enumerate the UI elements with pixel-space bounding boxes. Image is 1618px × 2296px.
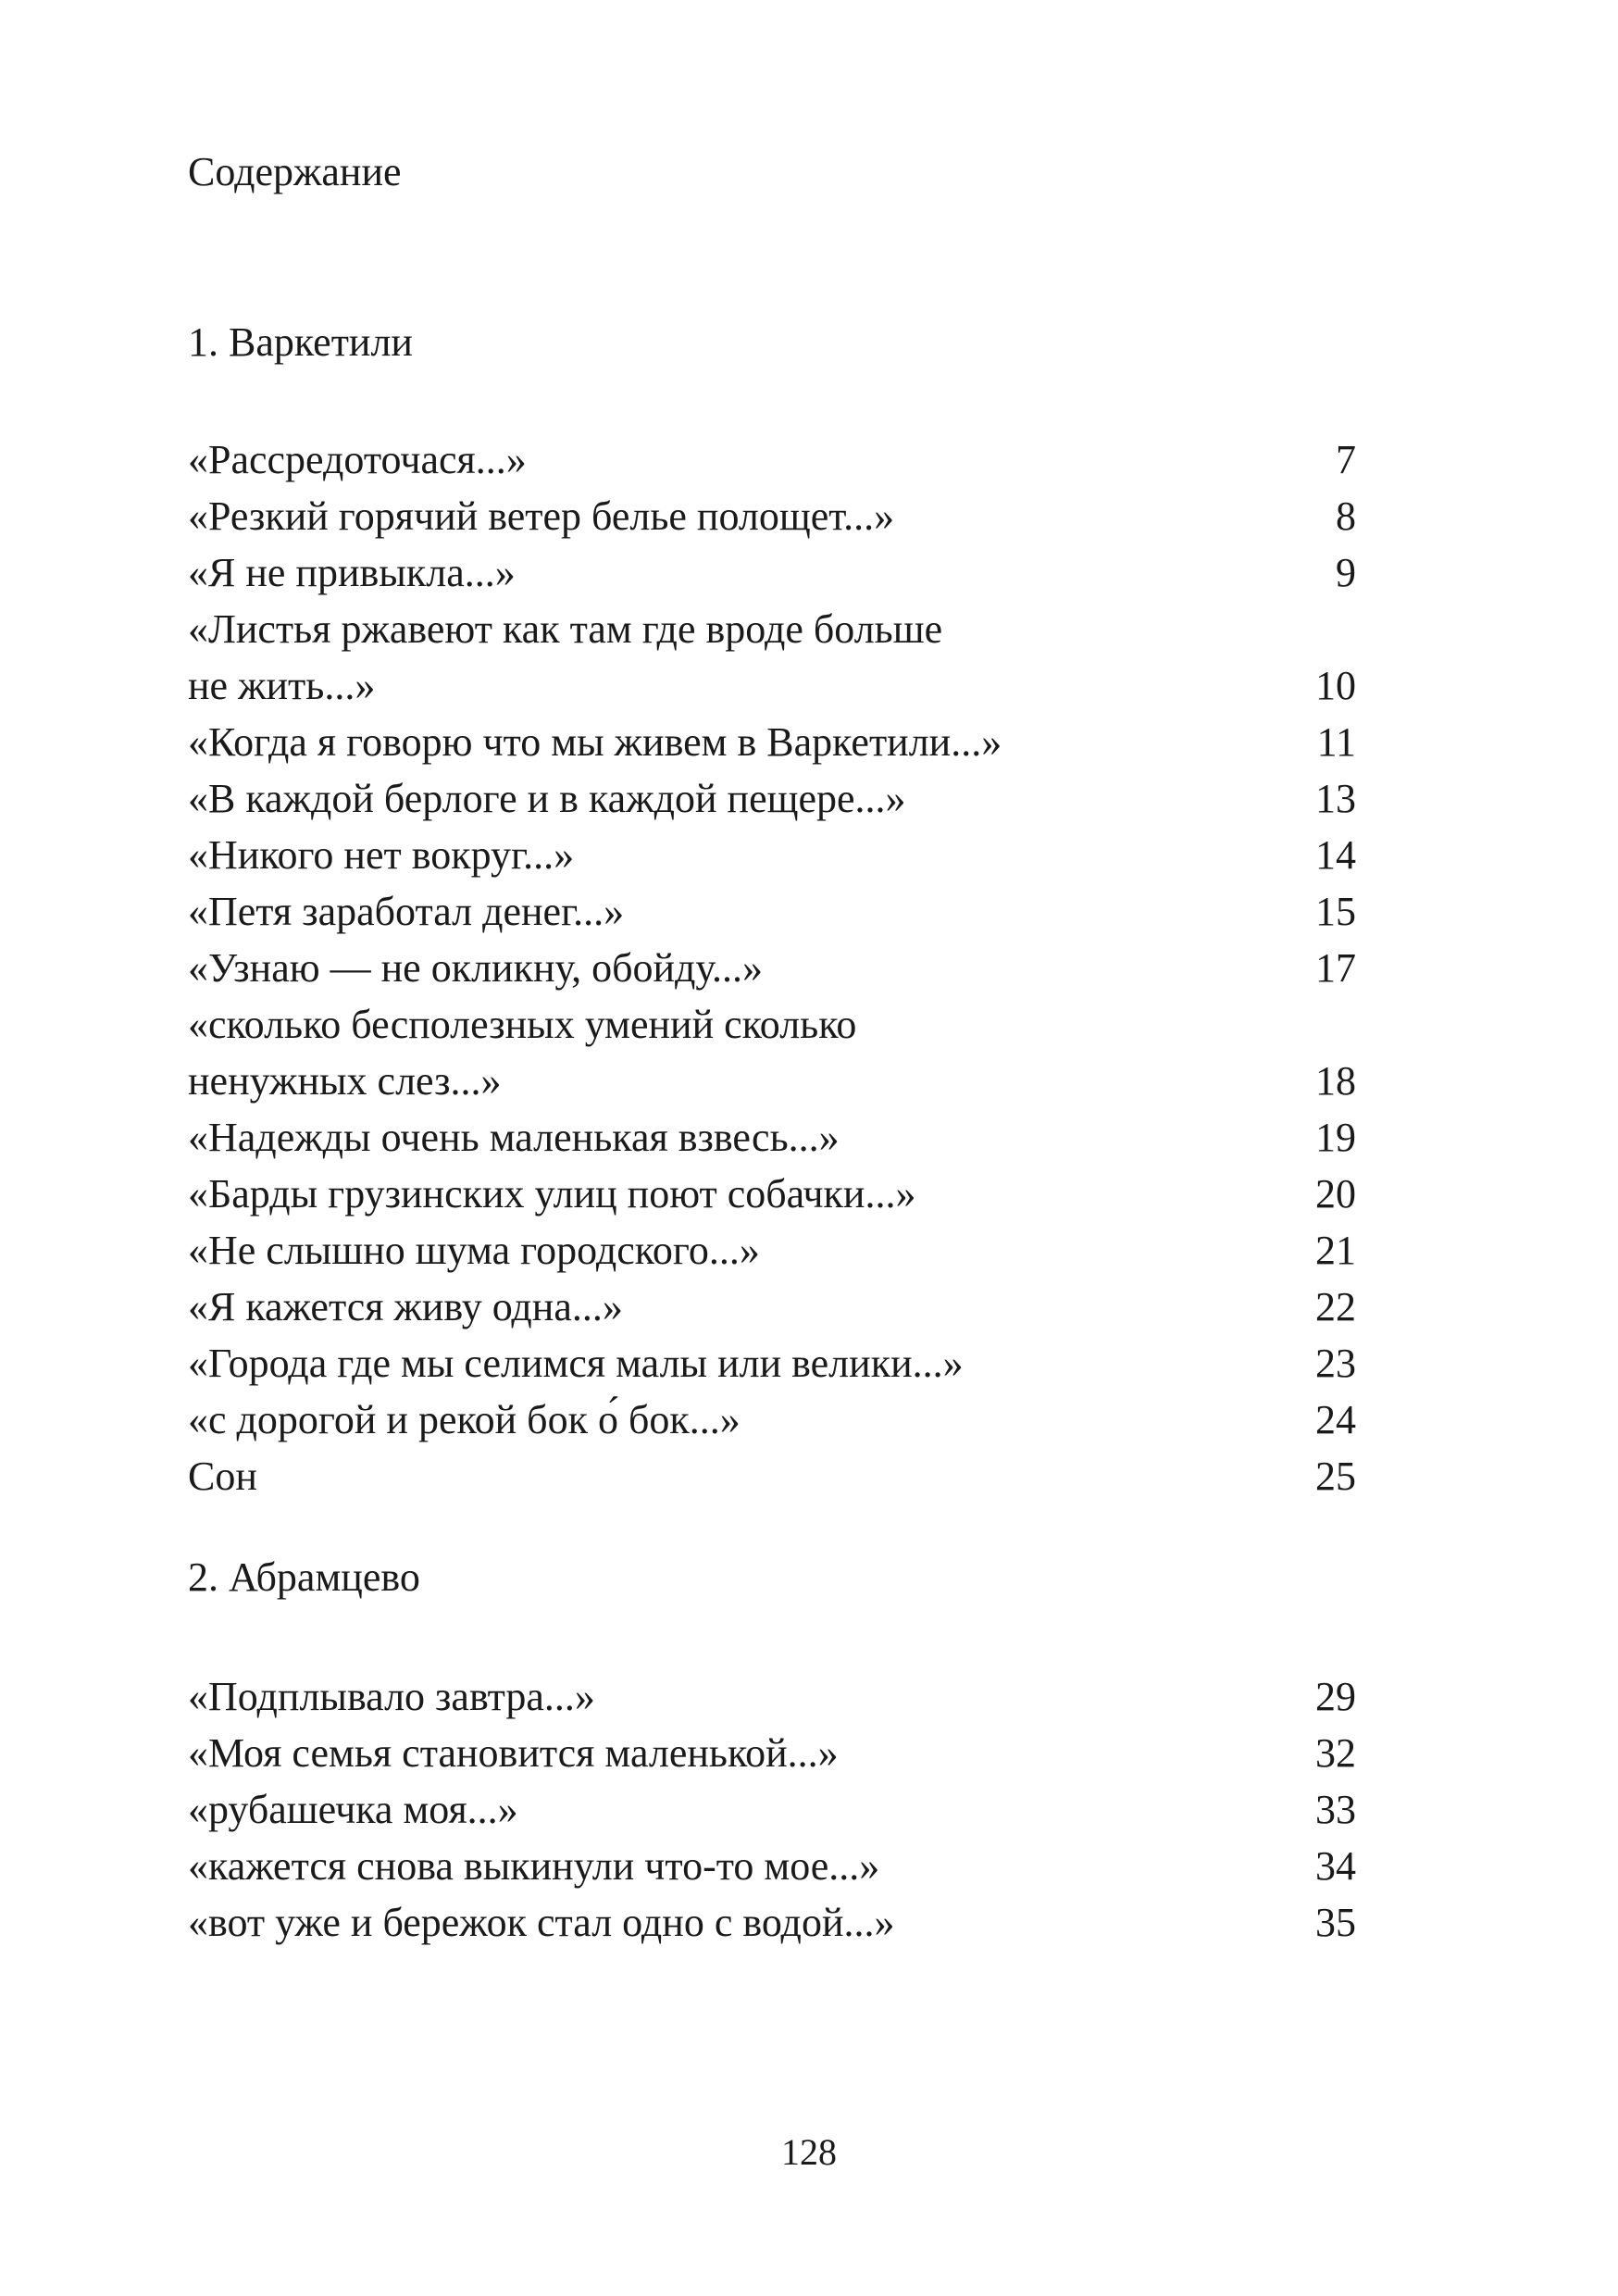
toc-entry-page: 10 — [1315, 663, 1356, 708]
toc-entry-page: 15 — [1315, 889, 1356, 934]
page-number: 128 — [781, 2131, 837, 2173]
toc-entry — [188, 431, 1356, 488]
page-title: Содержание — [188, 149, 402, 194]
toc-entry — [188, 1109, 1356, 1166]
toc-entry — [188, 714, 1356, 770]
toc-entry-page: 21 — [1315, 1228, 1356, 1273]
toc-entry — [188, 544, 1356, 601]
toc-entry — [188, 488, 1356, 544]
toc-entry-page: 35 — [1315, 1900, 1356, 1945]
toc-entry-title: не жить...» — [188, 663, 376, 708]
toc-entry-page: 22 — [1315, 1284, 1356, 1329]
toc-entry — [188, 1448, 1356, 1504]
toc-entry — [188, 601, 1356, 657]
toc-entry-title: «Никого нет вокруг...» — [188, 832, 575, 878]
toc-entry-page: 20 — [1315, 1171, 1356, 1217]
toc-entry — [188, 1725, 1356, 1781]
toc-entry-title: «Я не привыкла...» — [188, 550, 516, 595]
toc-entry — [188, 770, 1356, 827]
toc-entry-title: «Петя заработал денег...» — [188, 889, 625, 934]
toc-entry-page: 7 — [1336, 437, 1356, 482]
toc-entry-page: 19 — [1315, 1115, 1356, 1160]
toc-entry-title: «сколько бесполезных умений сколько — [188, 1002, 857, 1047]
toc-entry-title: «Подплывало завтра...» — [188, 1674, 595, 1719]
toc-entry — [188, 1781, 1356, 1838]
toc-entry-title: «Надежды очень маленькая взвесь...» — [188, 1115, 840, 1160]
toc-entry — [188, 1335, 1356, 1391]
toc-entry — [188, 1838, 1356, 1894]
toc-entry-page: 13 — [1315, 776, 1356, 821]
toc-entry — [188, 996, 1356, 1053]
toc-entry-title: «В каждой берлоге и в каждой пещере...» — [188, 776, 906, 821]
toc-entry-page: 18 — [1315, 1058, 1356, 1104]
toc-entry-title: «Моя семья становится маленькой...» — [188, 1730, 839, 1776]
toc-entry-page: 14 — [1315, 832, 1356, 878]
toc-entry-title: «Резкий горячий ветер белье полощет...» — [188, 493, 895, 539]
toc-entry-page: 24 — [1315, 1397, 1356, 1442]
toc-entry-title: «кажется снова выкинули что-то мое...» — [188, 1843, 880, 1889]
toc-entry-title: «Я кажется живу одна...» — [188, 1284, 623, 1329]
toc-list-varketili — [188, 431, 1356, 1504]
toc-entry — [188, 1894, 1356, 1951]
toc-entry-page: 8 — [1336, 493, 1356, 539]
toc-entry — [188, 657, 1356, 714]
toc-entry — [188, 1279, 1356, 1335]
toc-entry — [188, 827, 1356, 883]
toc-entry-title: «Барды грузинских улиц поют собачки...» — [188, 1171, 916, 1217]
toc-entry-title: «Листья ржавеют как там где вроде больше — [188, 606, 943, 652]
toc-entry — [188, 1668, 1356, 1725]
toc-entry-page: 33 — [1315, 1787, 1356, 1832]
toc-entry-title: ненужных слез...» — [188, 1058, 502, 1104]
toc-entry — [188, 1166, 1356, 1222]
toc-entry-title: «Когда я говорю что мы живем в Варкетили...» — [188, 719, 1002, 765]
toc-entry — [188, 883, 1356, 940]
toc-entry-title: «Не слышно шума городского...» — [188, 1228, 760, 1273]
toc-entry-page: 32 — [1315, 1730, 1356, 1776]
toc-entry — [188, 940, 1356, 996]
toc-entry-page: 34 — [1315, 1843, 1356, 1889]
toc-entry-page: 25 — [1315, 1454, 1356, 1499]
toc-entry-page: 17 — [1315, 945, 1356, 991]
toc-entry-page: 23 — [1315, 1341, 1356, 1386]
toc-entry-page: 11 — [1316, 719, 1356, 765]
section-title-varketili: 1. Варкетили — [188, 319, 413, 365]
toc-entry-title: «Рассредоточася...» — [188, 437, 527, 482]
toc-entry-page: 9 — [1336, 550, 1356, 595]
toc-entry-title: «с дорогой и рекой бок о́ бок...» — [188, 1397, 741, 1442]
section-title-abramtsevo: 2. Абрамцево — [188, 1554, 420, 1600]
toc-entry — [188, 1222, 1356, 1279]
toc-entry-title: «рубашечка моя...» — [188, 1787, 518, 1832]
toc-entry-title: Сон — [188, 1454, 257, 1499]
toc-entry — [188, 1053, 1356, 1109]
toc-entry-title: «Узнаю — не окликну, обойду...» — [188, 945, 764, 991]
toc-entry — [188, 1391, 1356, 1448]
toc-entry-page: 29 — [1315, 1674, 1356, 1719]
toc-entry-title: «вот уже и бережок стал одно с водой...» — [188, 1900, 895, 1945]
toc-list-abramtsevo — [188, 1668, 1356, 1951]
toc-entry-title: «Города где мы селимся малы или велики...» — [188, 1341, 964, 1386]
